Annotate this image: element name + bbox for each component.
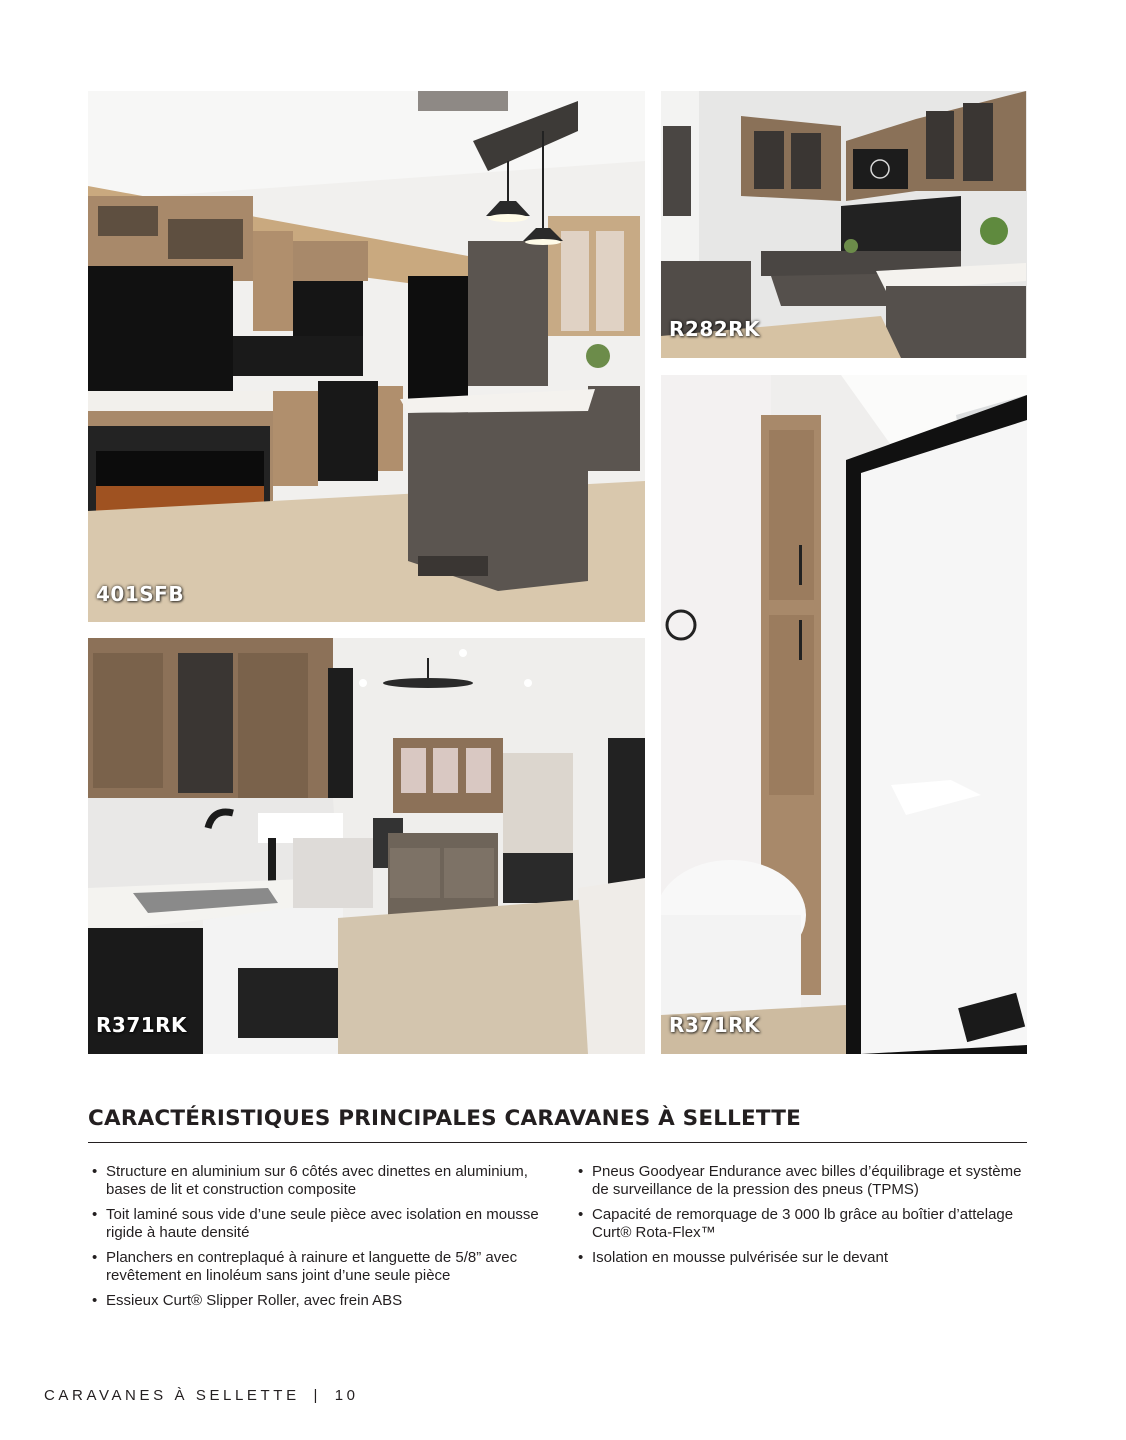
features-list-left: [90, 1163, 540, 1317]
feature-item: • Essieux Curt® Slipper Roller, avec frein ABS: [90, 1292, 540, 1310]
feature-item: • Isolation en mousse pulvérisée sur le devant: [576, 1249, 1026, 1267]
kitchen-illustration: [88, 91, 645, 622]
footer-section-name: CARAVANES À SELLETTE: [44, 1387, 300, 1404]
page-number: 10: [334, 1387, 359, 1404]
model-label: 401SFB: [96, 582, 185, 606]
page-footer: [44, 1387, 359, 1404]
photo-living-room: [88, 638, 645, 1054]
features-title: CARACTÉRISTIQUES PRINCIPALES CARAVANES À SELLETTE: [88, 1106, 802, 1131]
title-divider: [88, 1142, 1027, 1143]
living-room-illustration: [88, 638, 645, 1054]
bathroom-illustration: [661, 375, 1027, 1054]
feature-item: • Pneus Goodyear Endurance avec billes d’équilibrage et système de surveillance de la pression des pneus (TPMS): [576, 1163, 1026, 1199]
photo-bathroom: [661, 375, 1027, 1054]
feature-item: • Capacité de remorquage de 3 000 lb grâce au boîtier d’attelage Curt® Rota-Flex™: [576, 1206, 1026, 1242]
features-list-right: [576, 1163, 1026, 1274]
photo-kitchen-fireplace: [88, 91, 645, 622]
photo-dinette: [661, 91, 1027, 358]
footer-separator: |: [313, 1387, 321, 1404]
feature-item: • Toit laminé sous vide d’une seule pièce avec isolation en mousse rigide à haute densité: [90, 1206, 540, 1242]
model-label: R371RK: [669, 1013, 761, 1037]
feature-item: • Structure en aluminium sur 6 côtés avec dinettes en aluminium, bases de lit et construction composite: [90, 1163, 540, 1199]
model-label: R371RK: [96, 1013, 188, 1037]
model-label: R282RK: [669, 317, 761, 341]
feature-item: • Planchers en contreplaqué à rainure et languette de 5/8” avec revêtement en linoléum sans joint d’une seule pièce: [90, 1249, 540, 1285]
